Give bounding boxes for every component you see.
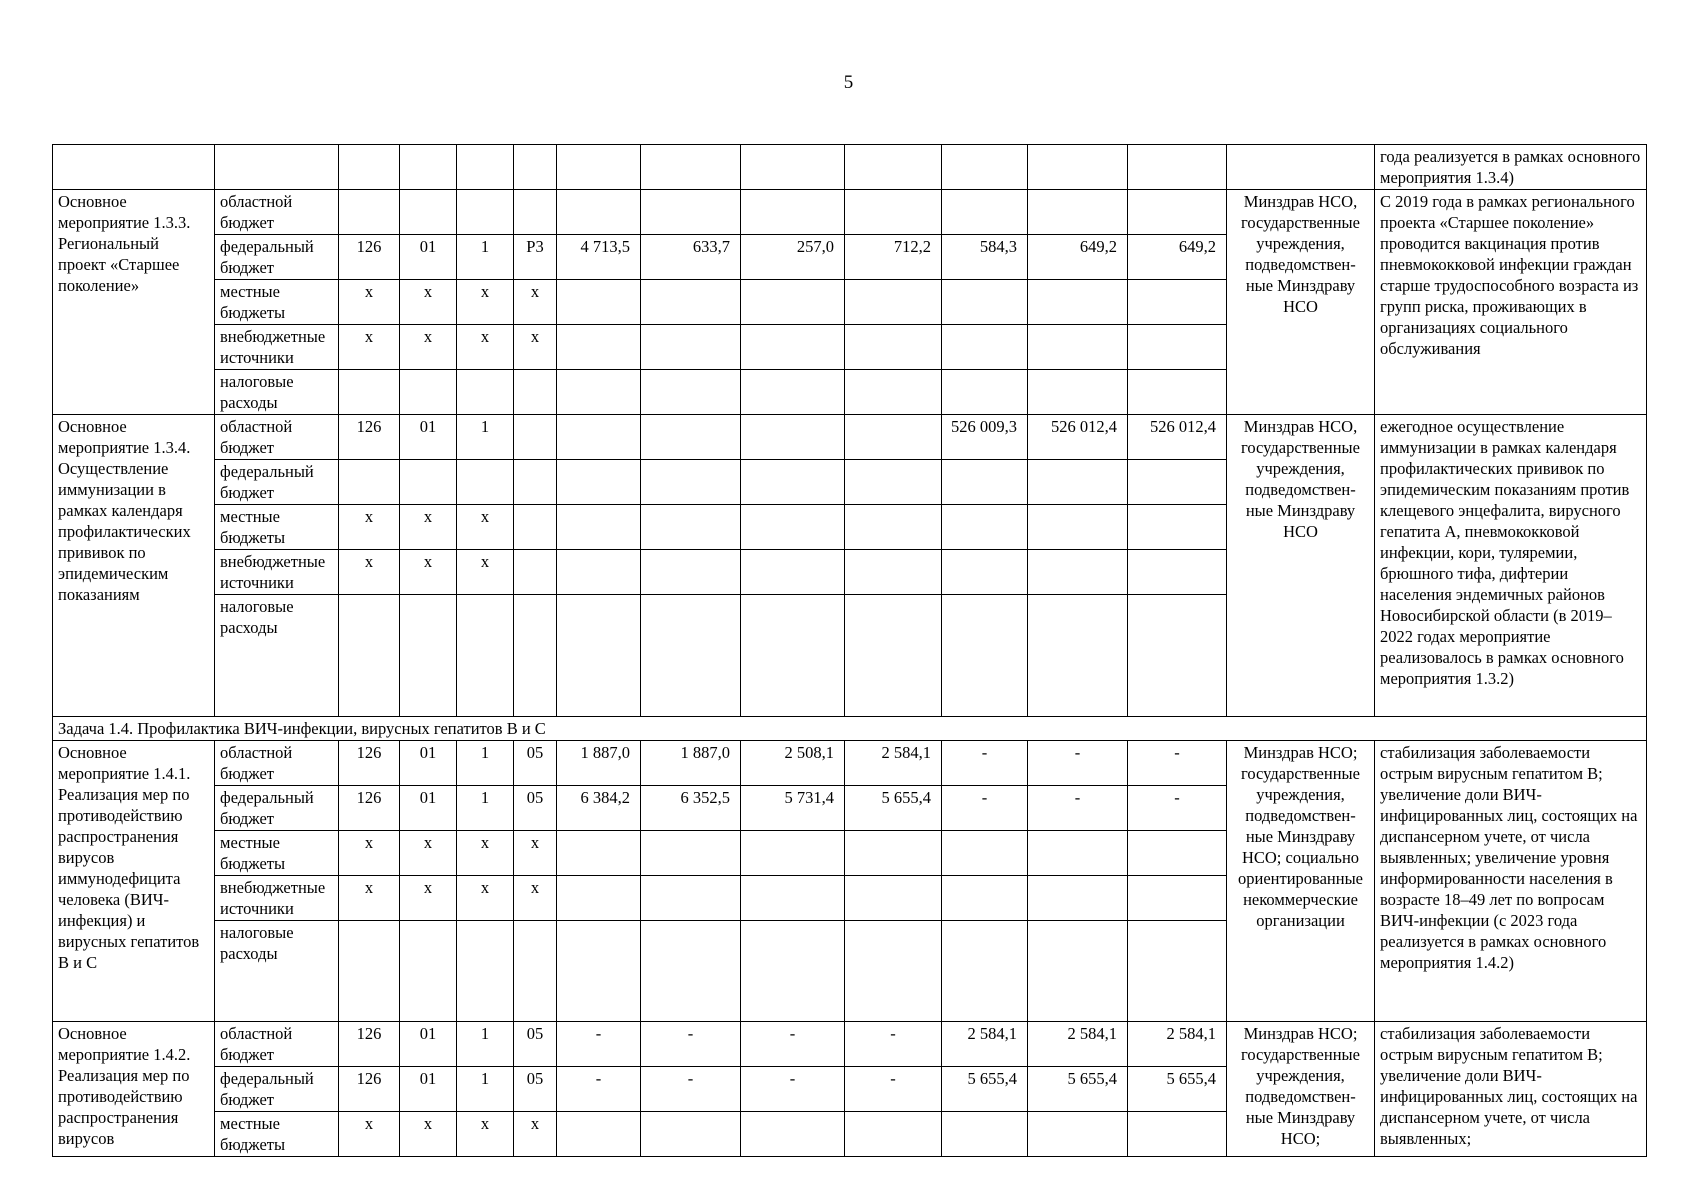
- amount-cell: 2 584,1: [1028, 1022, 1128, 1067]
- budget-code: 1: [457, 786, 514, 831]
- table-cell: [53, 145, 215, 190]
- budget-code: x: [514, 831, 557, 876]
- amount-cell: [641, 1112, 741, 1157]
- budget-code: [400, 460, 457, 505]
- amount-cell: [1028, 190, 1128, 235]
- amount-cell: [557, 1112, 641, 1157]
- amount-cell: [845, 831, 942, 876]
- funding-source: федеральный бюджет: [215, 1067, 339, 1112]
- funding-source: федеральный бюджет: [215, 786, 339, 831]
- budget-code: x: [457, 280, 514, 325]
- amount-cell: [557, 415, 641, 460]
- funding-source: местные бюджеты: [215, 1112, 339, 1157]
- amount-cell: [942, 876, 1028, 921]
- table-row: [53, 741, 1647, 786]
- amount-cell: [1028, 550, 1128, 595]
- budget-code: x: [400, 325, 457, 370]
- amount-cell: 526 012,4: [1028, 415, 1128, 460]
- budget-code: x: [457, 550, 514, 595]
- budget-code: [400, 595, 457, 717]
- budget-code: 01: [400, 786, 457, 831]
- amount-cell: [557, 831, 641, 876]
- amount-cell: -: [1128, 786, 1227, 831]
- amount-cell: [557, 325, 641, 370]
- funding-source: внебюджетные источники: [215, 325, 339, 370]
- budget-code: 01: [400, 235, 457, 280]
- amount-cell: [557, 550, 641, 595]
- budget-code: 05: [514, 1022, 557, 1067]
- funding-source: налоговые расходы: [215, 595, 339, 717]
- note-cell: С 2019 года в рамках регионального проекта «Старшее поколение» проводится вакцинация против пневмококковой инфекции граждан старше трудоспособного возраста из групп риска, проживающих в организациях социального обслуживания: [1375, 190, 1647, 415]
- amount-cell: [641, 415, 741, 460]
- amount-cell: 2 584,1: [1128, 1022, 1227, 1067]
- amount-cell: 649,2: [1128, 235, 1227, 280]
- amount-cell: [641, 280, 741, 325]
- budget-code: x: [514, 325, 557, 370]
- amount-cell: [557, 190, 641, 235]
- amount-cell: [1128, 505, 1227, 550]
- budget-code: x: [400, 831, 457, 876]
- amount-cell: [1128, 921, 1227, 1022]
- amount-cell: 1 887,0: [557, 741, 641, 786]
- table-cell: [641, 145, 741, 190]
- budget-code: [514, 550, 557, 595]
- amount-cell: [1028, 921, 1128, 1022]
- budget-code: x: [339, 1112, 400, 1157]
- amount-cell: [942, 921, 1028, 1022]
- budget-code: [400, 370, 457, 415]
- amount-cell: -: [942, 741, 1028, 786]
- table-cell: [215, 145, 339, 190]
- amount-cell: [741, 460, 845, 505]
- amount-cell: [741, 280, 845, 325]
- amount-cell: [641, 370, 741, 415]
- budget-code: x: [514, 1112, 557, 1157]
- amount-cell: [741, 370, 845, 415]
- amount-cell: [845, 325, 942, 370]
- amount-cell: [942, 325, 1028, 370]
- amount-cell: [942, 831, 1028, 876]
- executor-cell: Минздрав НСО; государственные учреждения, подведомствен-ные Минздраву НСО;: [1227, 1022, 1375, 1157]
- amount-cell: [1028, 595, 1128, 717]
- budget-code: [400, 190, 457, 235]
- table-row: [53, 415, 1647, 460]
- amount-cell: [845, 415, 942, 460]
- amount-cell: [741, 921, 845, 1022]
- budget-code: [457, 595, 514, 717]
- budget-code: [457, 460, 514, 505]
- budget-code: 01: [400, 741, 457, 786]
- budget-code: 1: [457, 415, 514, 460]
- budget-code: 01: [400, 1022, 457, 1067]
- budget-code: x: [339, 280, 400, 325]
- amount-cell: [1128, 280, 1227, 325]
- amount-cell: [845, 190, 942, 235]
- budget-code: 01: [400, 1067, 457, 1112]
- amount-cell: [557, 876, 641, 921]
- note-cell: года реализуется в рамках основного мероприятия 1.3.4): [1375, 145, 1647, 190]
- amount-cell: [845, 370, 942, 415]
- budget-code: 1: [457, 1022, 514, 1067]
- amount-cell: [1028, 370, 1128, 415]
- note-cell: стабилизация заболеваемости острым вирусным гепатитом В; увеличение доли ВИЧ-инфицированных лиц, состоящих на диспансерном учете, от числа выявленных; увеличение уровня информированности населения в возрасте 18–49 лет по вопросам ВИЧ-инфекции (с 2023 года реализуется в рамках основного мероприятия 1.4.2): [1375, 741, 1647, 1022]
- budget-code: 05: [514, 1067, 557, 1112]
- amount-cell: [1028, 460, 1128, 505]
- amount-cell: [845, 550, 942, 595]
- table-cell: [457, 145, 514, 190]
- amount-cell: 5 655,4: [845, 786, 942, 831]
- amount-cell: 6 352,5: [641, 786, 741, 831]
- amount-cell: [1028, 280, 1128, 325]
- amount-cell: [641, 550, 741, 595]
- amount-cell: [845, 595, 942, 717]
- amount-cell: -: [557, 1067, 641, 1112]
- budget-code: x: [339, 831, 400, 876]
- budget-code: [339, 921, 400, 1022]
- amount-cell: -: [741, 1067, 845, 1112]
- amount-cell: [641, 876, 741, 921]
- budget-code: x: [400, 550, 457, 595]
- amount-cell: -: [942, 786, 1028, 831]
- amount-cell: [1028, 325, 1128, 370]
- executor-cell: Минздрав НСО; государственные учреждения, подведомствен-ные Минздраву НСО; социально ориентированные некоммерческие организации: [1227, 741, 1375, 1022]
- budget-code: [400, 921, 457, 1022]
- amount-cell: 1 887,0: [641, 741, 741, 786]
- amount-cell: [845, 876, 942, 921]
- table-row: [53, 145, 1647, 190]
- amount-cell: 5 655,4: [1128, 1067, 1227, 1112]
- budget-code: x: [339, 325, 400, 370]
- amount-cell: [557, 921, 641, 1022]
- amount-cell: [1128, 550, 1227, 595]
- amount-cell: [845, 921, 942, 1022]
- table-cell: [400, 145, 457, 190]
- budget-code: [339, 190, 400, 235]
- amount-cell: -: [1128, 741, 1227, 786]
- amount-cell: [845, 1112, 942, 1157]
- budget-code: x: [457, 876, 514, 921]
- amount-cell: [1128, 460, 1227, 505]
- amount-cell: [557, 595, 641, 717]
- task-row: [53, 717, 1647, 741]
- budget-code: x: [457, 831, 514, 876]
- funding-source: областной бюджет: [215, 190, 339, 235]
- amount-cell: [942, 460, 1028, 505]
- amount-cell: 5 655,4: [1028, 1067, 1128, 1112]
- amount-cell: 2 584,1: [845, 741, 942, 786]
- budget-code: x: [514, 876, 557, 921]
- budget-code: x: [400, 280, 457, 325]
- amount-cell: [741, 595, 845, 717]
- budget-code: [514, 460, 557, 505]
- budget-code: [339, 370, 400, 415]
- funding-source: федеральный бюджет: [215, 460, 339, 505]
- measure-title: Основное мероприятие 1.4.1. Реализация мер по противодействию распространения вирусов иммунодефицита человека (ВИЧ-инфекция) и вирусных гепатитов В и С: [53, 741, 215, 1022]
- task-heading: Задача 1.4. Профилактика ВИЧ-инфекции, вирусных гепатитов В и С: [53, 717, 1647, 741]
- table-cell: [1028, 145, 1128, 190]
- budget-code: 126: [339, 415, 400, 460]
- table-cell: [1227, 145, 1375, 190]
- budget-code: x: [339, 550, 400, 595]
- measure-title: Основное мероприятие 1.3.3. Региональный проект «Старшее поколение»: [53, 190, 215, 415]
- budget-code: x: [457, 505, 514, 550]
- budget-code: 126: [339, 786, 400, 831]
- budget-code: x: [400, 505, 457, 550]
- amount-cell: [641, 325, 741, 370]
- amount-cell: [1128, 1112, 1227, 1157]
- table-cell: [845, 145, 942, 190]
- amount-cell: 633,7: [641, 235, 741, 280]
- amount-cell: 649,2: [1028, 235, 1128, 280]
- funding-source: областной бюджет: [215, 1022, 339, 1067]
- amount-cell: -: [845, 1022, 942, 1067]
- amount-cell: [1028, 1112, 1128, 1157]
- budget-code: x: [400, 1112, 457, 1157]
- amount-cell: [1128, 831, 1227, 876]
- amount-cell: 712,2: [845, 235, 942, 280]
- amount-cell: [741, 325, 845, 370]
- amount-cell: -: [641, 1067, 741, 1112]
- amount-cell: 257,0: [741, 235, 845, 280]
- amount-cell: [942, 1112, 1028, 1157]
- amount-cell: [641, 190, 741, 235]
- budget-code: x: [339, 505, 400, 550]
- budget-code: 1: [457, 235, 514, 280]
- funding-source: налоговые расходы: [215, 921, 339, 1022]
- measure-title: Основное мероприятие 1.4.2. Реализация мер по противодействию распространения вирусов: [53, 1022, 215, 1157]
- page-number: 5: [843, 72, 854, 93]
- program-table: [52, 144, 1647, 1157]
- amount-cell: [641, 921, 741, 1022]
- table-row: [53, 1022, 1647, 1067]
- amount-cell: [741, 550, 845, 595]
- amount-cell: -: [641, 1022, 741, 1067]
- amount-cell: [741, 505, 845, 550]
- amount-cell: 5 731,4: [741, 786, 845, 831]
- table-row: [53, 190, 1647, 235]
- budget-code: 01: [400, 415, 457, 460]
- amount-cell: 2 508,1: [741, 741, 845, 786]
- amount-cell: [557, 460, 641, 505]
- amount-cell: [1128, 370, 1227, 415]
- budget-code: 126: [339, 1067, 400, 1112]
- amount-cell: -: [557, 1022, 641, 1067]
- note-cell: ежегодное осуществление иммунизации в рамках календаря профилактических прививок по эпидемическим показаниям против клещевого энцефалита, вирусного гепатита А, пневмококковой инфекции, кори, туляремии, брюшного тифа, дифтерии населения эндемичных районов Новосибирской области (в 2019–2022 годах мероприятие реализовалось в рамках основного мероприятия 1.3.2): [1375, 415, 1647, 717]
- amount-cell: [741, 831, 845, 876]
- budget-code: 126: [339, 741, 400, 786]
- budget-code: [514, 415, 557, 460]
- budget-code: [514, 190, 557, 235]
- amount-cell: 526 009,3: [942, 415, 1028, 460]
- amount-cell: [942, 505, 1028, 550]
- funding-source: местные бюджеты: [215, 831, 339, 876]
- executor-cell: Минздрав НСО, государственные учреждения, подведомствен-ные Минздраву НСО: [1227, 415, 1375, 717]
- budget-code: 05: [514, 741, 557, 786]
- budget-code: [339, 460, 400, 505]
- amount-cell: [641, 460, 741, 505]
- table-cell: [339, 145, 400, 190]
- budget-code: x: [400, 876, 457, 921]
- budget-code: x: [339, 876, 400, 921]
- funding-source: внебюджетные источники: [215, 550, 339, 595]
- amount-cell: [942, 280, 1028, 325]
- amount-cell: [557, 505, 641, 550]
- funding-source: налоговые расходы: [215, 370, 339, 415]
- measure-title: Основное мероприятие 1.3.4. Осуществление иммунизации в рамках календаря профилактических прививок по эпидемическим показаниям: [53, 415, 215, 717]
- amount-cell: [1028, 505, 1128, 550]
- amount-cell: 4 713,5: [557, 235, 641, 280]
- budget-code: 1: [457, 1067, 514, 1112]
- amount-cell: [1128, 190, 1227, 235]
- amount-cell: 6 384,2: [557, 786, 641, 831]
- budget-code: [514, 505, 557, 550]
- amount-cell: -: [741, 1022, 845, 1067]
- amount-cell: [1028, 876, 1128, 921]
- amount-cell: 584,3: [942, 235, 1028, 280]
- amount-cell: -: [845, 1067, 942, 1112]
- budget-code: x: [514, 280, 557, 325]
- amount-cell: [845, 505, 942, 550]
- executor-cell: Минздрав НСО, государственные учреждения, подведомствен-ные Минздраву НСО: [1227, 190, 1375, 415]
- table-cell: [514, 145, 557, 190]
- funding-source: местные бюджеты: [215, 280, 339, 325]
- amount-cell: [845, 460, 942, 505]
- budget-code: [339, 595, 400, 717]
- amount-cell: [641, 505, 741, 550]
- amount-cell: [1128, 325, 1227, 370]
- note-cell: стабилизация заболеваемости острым вирусным гепатитом В; увеличение доли ВИЧ-инфицированных лиц, состоящих на диспансерном учете, от числа выявленных;: [1375, 1022, 1647, 1157]
- table-body: [53, 145, 1647, 1157]
- amount-cell: -: [1028, 741, 1128, 786]
- budget-code: [457, 921, 514, 1022]
- table-cell: [557, 145, 641, 190]
- budget-code: [457, 190, 514, 235]
- amount-cell: [1028, 831, 1128, 876]
- table-cell: [942, 145, 1028, 190]
- funding-source: областной бюджет: [215, 741, 339, 786]
- amount-cell: [942, 595, 1028, 717]
- amount-cell: [1128, 595, 1227, 717]
- budget-code: 126: [339, 235, 400, 280]
- amount-cell: [741, 1112, 845, 1157]
- amount-cell: [641, 831, 741, 876]
- amount-cell: [942, 190, 1028, 235]
- budget-code: 1: [457, 741, 514, 786]
- amount-cell: 526 012,4: [1128, 415, 1227, 460]
- amount-cell: 5 655,4: [942, 1067, 1028, 1112]
- amount-cell: -: [1028, 786, 1128, 831]
- budget-code: 05: [514, 786, 557, 831]
- amount-cell: [1128, 876, 1227, 921]
- amount-cell: [741, 415, 845, 460]
- budget-code: [457, 370, 514, 415]
- amount-cell: [741, 190, 845, 235]
- table-cell: [741, 145, 845, 190]
- budget-code: [514, 595, 557, 717]
- amount-cell: [557, 280, 641, 325]
- funding-source: местные бюджеты: [215, 505, 339, 550]
- amount-cell: [741, 876, 845, 921]
- amount-cell: [557, 370, 641, 415]
- funding-source: областной бюджет: [215, 415, 339, 460]
- budget-code: 126: [339, 1022, 400, 1067]
- budget-code: [514, 921, 557, 1022]
- budget-code: [514, 370, 557, 415]
- budget-code: x: [457, 325, 514, 370]
- amount-cell: 2 584,1: [942, 1022, 1028, 1067]
- amount-cell: [641, 595, 741, 717]
- budget-code: x: [457, 1112, 514, 1157]
- funding-source: внебюджетные источники: [215, 876, 339, 921]
- amount-cell: [942, 370, 1028, 415]
- amount-cell: [942, 550, 1028, 595]
- table-cell: [1128, 145, 1227, 190]
- funding-source: федеральный бюджет: [215, 235, 339, 280]
- budget-code: P3: [514, 235, 557, 280]
- amount-cell: [845, 280, 942, 325]
